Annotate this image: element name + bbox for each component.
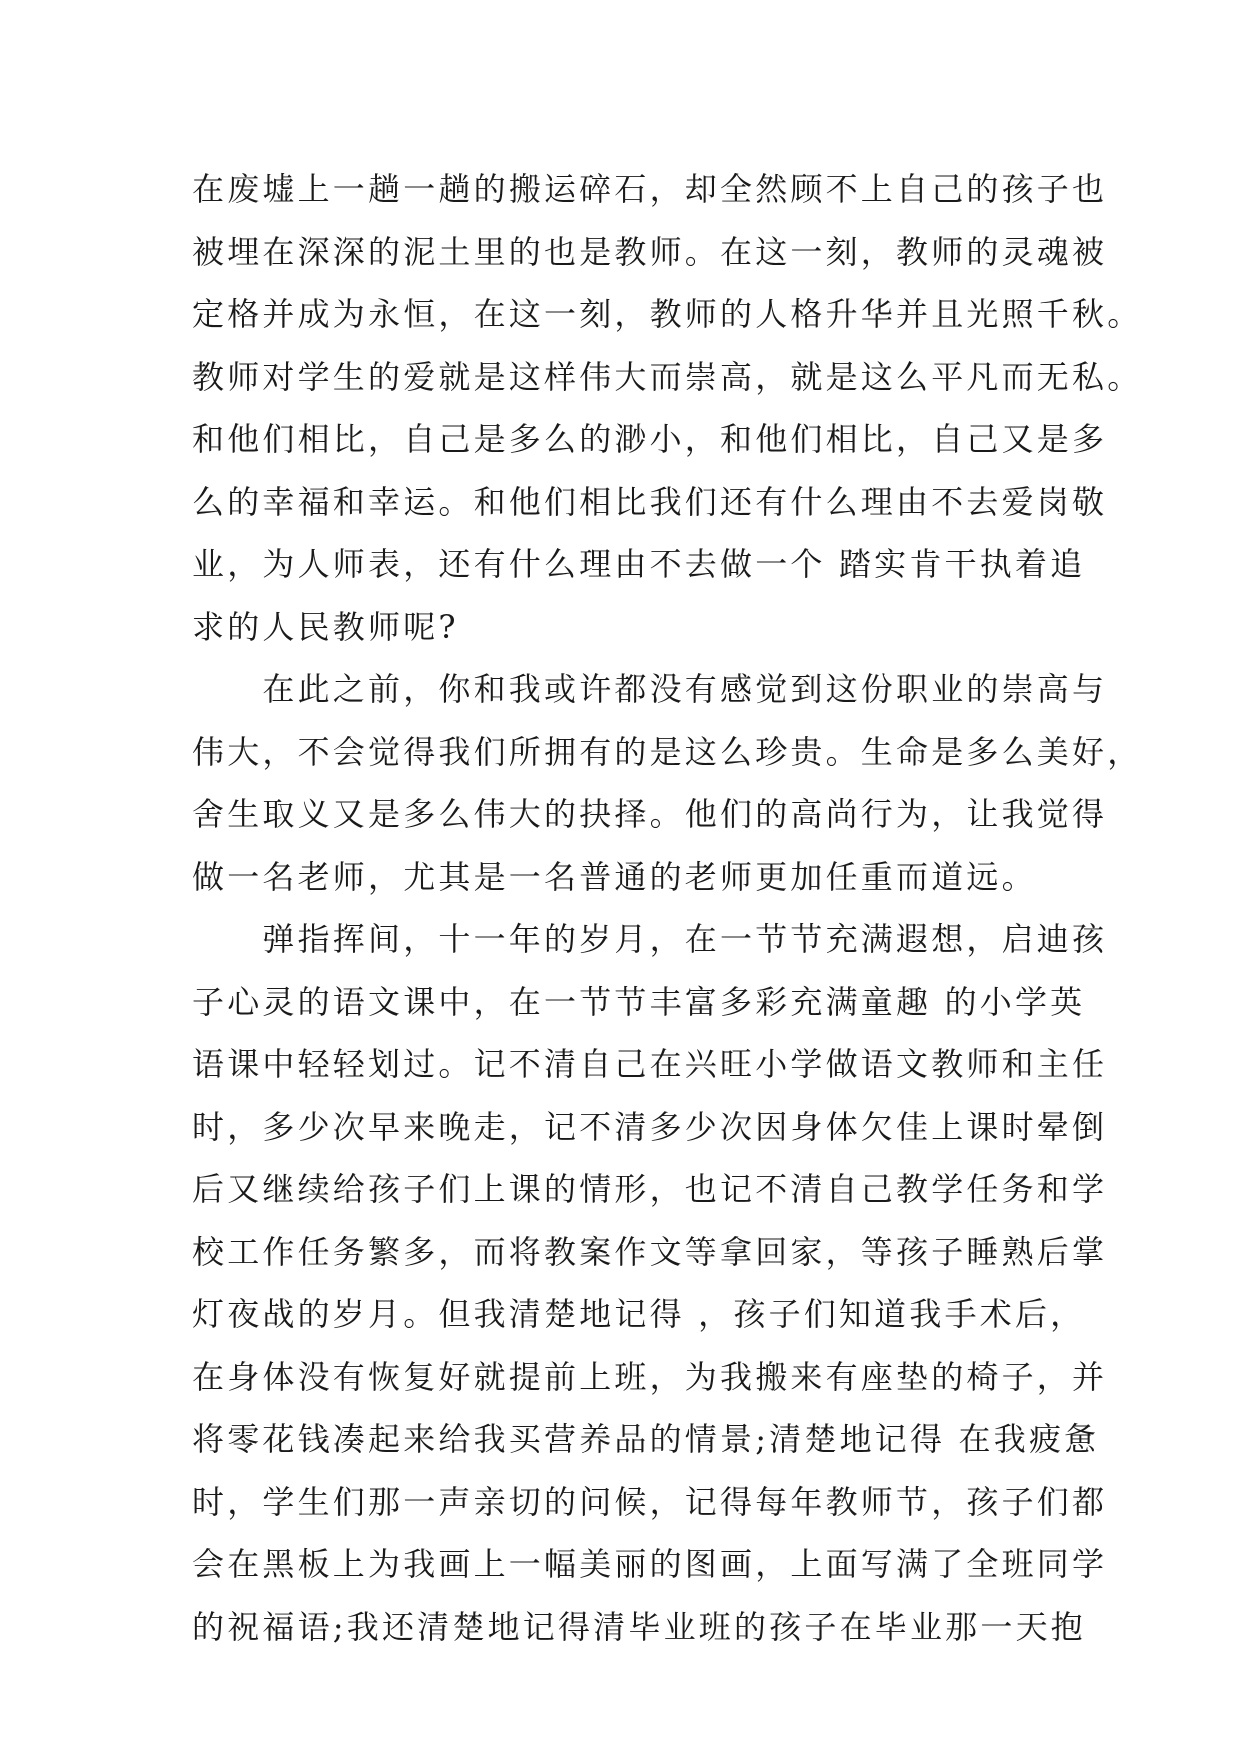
text-line: 做一名老师，尤其是一名普通的老师更加任重而道远。 [192,857,1037,896]
text-line: 业，为人师表，还有什么理由不去做一个 踏实肯干执着追 [192,545,1086,583]
text-line: 时，学生们那一声亲切的问候，记得每年教师节，孩子们都 [192,1482,1108,1521]
text-line: 会在黑板上为我画上一幅美丽的图画，上面写满了全班同学 [192,1545,1108,1583]
text-line: 时，多少次早来晚走，记不清多少次因身体欠佳上课时晕倒 [192,1107,1108,1146]
text-line: 在此之前，你和我或许都没有感觉到这份职业的崇高与 [192,670,1108,708]
text-line: 和他们相比，自己是多么的渺小，和他们相比，自己又是多 [192,420,1108,458]
text-line: 灯夜战的岁月。但我清楚地记得 ，孩子们知道我手术后， [192,1295,1086,1333]
text-line: 语课中轻轻划过。记不清自己在兴旺小学做语文教师和主任 [192,1045,1108,1083]
text-line: 么的幸福和幸运。和他们相比我们还有什么理由不去爱岗敬 [192,482,1108,521]
text-line: 的祝福语;我还清楚地记得清毕业班的孩子在毕业那一天抱 [192,1607,1086,1646]
text-line: 定格并成为永恒，在这一刻，教师的人格升华并且光照千秋。 [192,295,1143,333]
text-line: 教师对学生的爱就是这样伟大而崇高，就是这么平凡而无私。 [192,357,1143,396]
text-line: 后又继续给孩子们上课的情形，也记不清自己教学任务和学 [192,1170,1108,1208]
text-line: 在身体没有恢复好就提前上班，为我搬来有座垫的椅子，并 [192,1357,1108,1396]
text-line: 舍生取义又是多么伟大的抉择。他们的高尚行为，让我觉得 [192,795,1108,833]
text-line: 弹指挥间，十一年的岁月，在一节节充满遐想，启迪孩 [192,920,1108,958]
text-line: 伟大，不会觉得我们所拥有的是这么珍贵。生命是多么美好， [192,732,1143,771]
text-line: 子心灵的语文课中，在一节节丰富多彩充满童趣 的小学英 [192,982,1086,1021]
body-text [192,158,1143,1658]
text-line: 被埋在深深的泥土里的也是教师。在这一刻，教师的灵魂被 [192,232,1108,271]
text-line: 校工作任务繁多，而将教案作文等拿回家，等孩子睡熟后掌 [192,1232,1108,1271]
text-line: 求的人民教师呢? [192,607,459,646]
text-line: 在废墟上一趟一趟的搬运碎石，却全然顾不上自己的孩子也 [192,170,1108,208]
text-line: 将零花钱凑起来给我买营养品的情景;清楚地记得 在我疲惫 [192,1420,1100,1458]
